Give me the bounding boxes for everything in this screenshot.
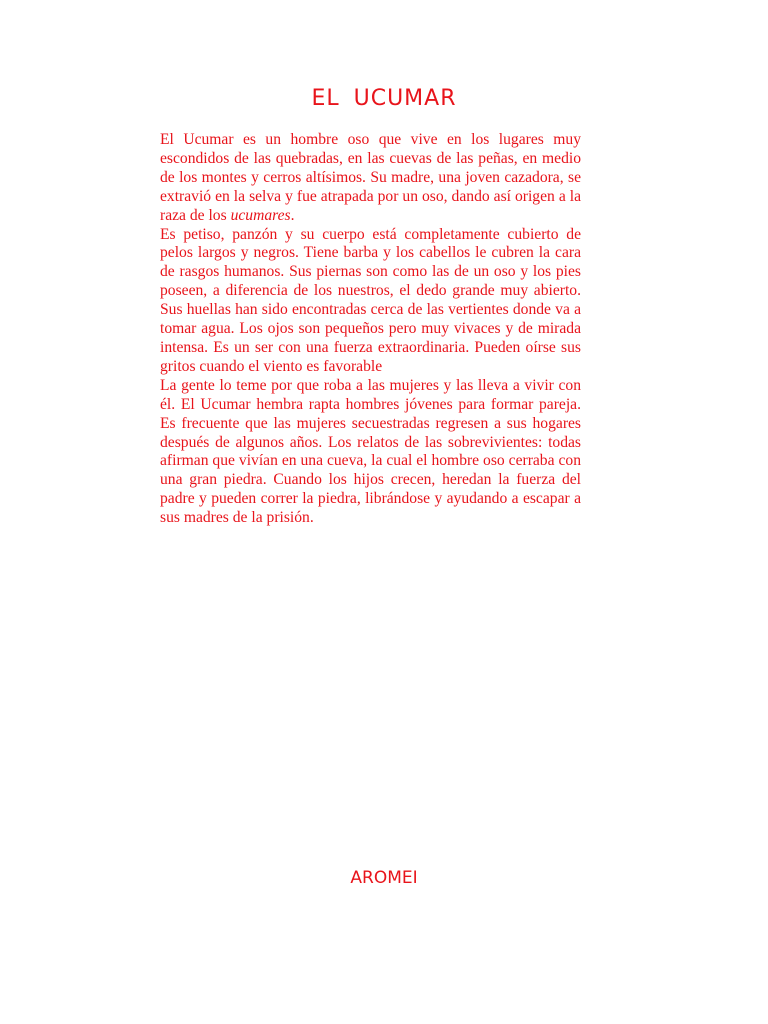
paragraph-1 <box>160 131 581 226</box>
paragraph-1-italic: ucumares <box>230 206 291 224</box>
paragraph-3: La gente lo teme por que roba a las mujeres y las lleva a vivir con él. El Ucumar hembra rapta hombres jóvenes para formar pareja. Es frecuente que las mujeres secuestradas regresen a sus hogares después de algunos años. Los relatos de las sobrevivientes: todas afirman que vivían en una cueva, la cual el hombre oso cerraba con una gran piedra. Cuando los hijos crecen, heredan la fuerza del padre y pueden correr la piedra, librándose y ayudando a escapar a sus madres de la prisión. <box>160 376 581 527</box>
author-signature: AROMEI <box>350 868 418 888</box>
document-body <box>160 131 581 528</box>
paragraph-2: Es petiso, panzón y su cuerpo está completamente cubierto de pelos largos y negros. Tiene barba y los cabellos le cubren la cara de rasgos humanos. Sus piernas son como las de un oso y los pies poseen, a diferencia de los nuestros, el dedo grande muy abierto. Sus huellas han sido encontradas cerca de las vertientes donde va a tomar agua. Los ojos son pequeños pero muy vivaces y de mirada intensa. Es un ser con una fuerza extraordinaria. Pueden oírse sus gritos cuando el viento es favorable <box>160 225 581 375</box>
document-title: EL UCUMAR <box>311 86 457 111</box>
paragraph-1-text: El Ucumar es un hombre oso que vive en los lugares muy escondidos de las quebradas, en las cuevas de las peñas, en medio de los montes y cerros altísimos. Su madre, una joven cazadora, se extravió en la selva y fue atrapada por un oso, dando así origen a la raza de los <box>160 131 581 224</box>
paragraph-1-end: . <box>290 206 295 224</box>
